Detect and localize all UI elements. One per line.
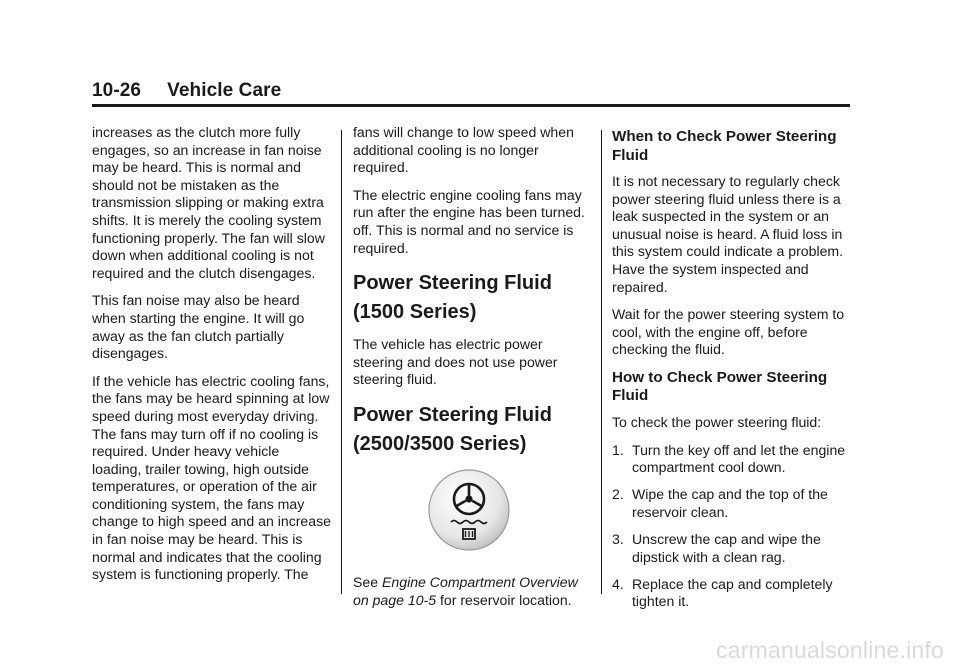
paragraph: Wait for the power steering system to cool, with the engine off, before checking the fluid. (612, 306, 845, 358)
column-1 (92, 124, 332, 594)
page-number: 10-26 (92, 80, 142, 101)
watermark: carmanualsonline.info (716, 637, 944, 663)
paragraph: If the vehicle has electric cooling fans, the fans may be heard spinning at low speed during most everyday driving. The fans may turn off if no cooling is required. Under heavy vehicle loading, trailer towing, high outside temperatures, or operation of the air conditioning system, the fans may change to high speed and an increase in fan noise may be heard. This is normal and indicates that the cooling system is functioning properly. The (92, 372, 331, 583)
paragraph: It is not necessary to regularly check power steering fluid unless there is a leak suspected in the system or an unusual noise is heard. A fluid loss in this system could indicate a problem. Have the system inspected and repaired. (612, 173, 844, 295)
paragraph: The electric engine cooling fans may run after the engine has been turned. off. This is normal and no service is required. (353, 186, 585, 256)
list-item: 3. Unscrew the cap and wipe the dipstick with a clean rag. (612, 530, 821, 565)
column-3 (612, 124, 852, 620)
column-2 (353, 124, 591, 619)
steps-list (612, 442, 852, 611)
list-item: 4. Replace the cap and completely tighten it. (612, 575, 833, 610)
paragraph: To check the power steering fluid: (612, 413, 822, 430)
page-header (92, 80, 281, 102)
column-divider-2 (601, 130, 602, 594)
subsection-heading: How to Check Power Steering Fluid (612, 368, 828, 405)
paragraph: This fan noise may also be heard when starting the engine. It will go away as the fan clutch partially disengages. (92, 292, 305, 362)
subsection-heading: When to Check Power Steering Fluid (612, 128, 837, 164)
paragraph: fans will change to low speed when additional cooling is no longer required. (353, 124, 574, 176)
list-item: 2. Wipe the cap and the top of the reservoir clean. (612, 486, 828, 520)
reference-link[interactable]: Engine Compartment Overview on page 10-5 (353, 573, 578, 608)
paragraph: The vehicle has electric power steering and does not use power steering fluid. (353, 336, 558, 388)
power-steering-fluid-icon (427, 468, 511, 552)
column-divider-1 (341, 130, 342, 594)
list-item: 1. Turn the key off and let the engine compartment cool down. (612, 441, 846, 476)
section-heading: Power Steering Fluid (1500 Series) (353, 272, 552, 324)
reference-paragraph: See Engine Compartment Overview on page 10-5 for reservoir location. (353, 573, 578, 608)
section-heading: Power Steering Fluid (2500/3500 Series) (353, 403, 552, 455)
section-title: Vehicle Care (167, 80, 282, 101)
power-steering-fluid-icon-wrapper (353, 468, 591, 552)
header-rule (92, 104, 850, 107)
paragraph: increases as the clutch more fully engages, so an increase in fan noise may be heard. This is normal and should not be mistaken as the transmission slipping or making extra shifts. It is merely the cooling system functioning properly. The fan will slow down when additional cooling is not required and the clutch disengages. (92, 124, 325, 281)
